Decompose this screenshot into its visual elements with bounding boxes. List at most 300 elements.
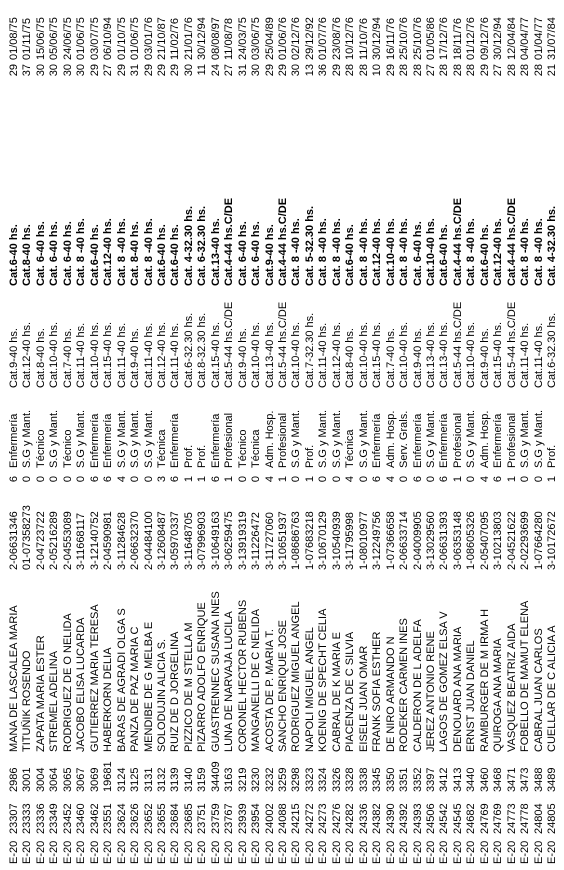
cell-employee-name: STREMEL ADELINA xyxy=(48,650,61,752)
cell-document-number: 3-11648705 xyxy=(182,512,195,570)
cell-code: E-20 xyxy=(357,840,370,864)
cell-new-category: Cat. 8-40 hs. xyxy=(129,221,142,286)
cell-type-code: 6 xyxy=(209,475,222,483)
cell-legajo: 23685 xyxy=(182,803,195,834)
cell-employee-name: GUTIERREZ MARIA TERESA xyxy=(88,604,101,752)
cell-new-category: Cat. 8 -40 hs. xyxy=(465,218,478,286)
cell-date: 03/01/76 xyxy=(142,17,155,60)
cell-document-number: 2-04009905 xyxy=(411,511,424,570)
cell-employee-name: ZAPATA MARIA ESTER xyxy=(34,635,47,752)
cell-type-code: 0 xyxy=(519,475,532,483)
cell-date: 01/11/75 xyxy=(21,17,34,60)
cell-seniority: 28 xyxy=(465,64,478,77)
cell-code: E-20 xyxy=(115,840,128,864)
cell-current-category: Cat.6-32.30 hs. xyxy=(182,312,195,388)
cell-new-category: Cat.13-40 hs. xyxy=(209,218,222,286)
cell-seniority: 21 xyxy=(546,64,558,77)
cell-date: 01/06/75 xyxy=(129,17,142,60)
cell-date: 09/12/76 xyxy=(478,17,491,60)
cell-current-category: Cat.9-40 hs. xyxy=(411,328,424,388)
cell-number: 3397 xyxy=(424,767,437,792)
cell-type-code: 0 xyxy=(250,475,263,483)
cell-new-category: Cat. 6-40 hs. xyxy=(48,221,61,286)
cell-date: 21/01/76 xyxy=(182,17,195,60)
cell-type-code: 1 xyxy=(182,475,195,483)
cell-date: 23/08/76 xyxy=(330,17,343,60)
cell-seniority: 30 xyxy=(75,64,88,77)
cell-code: E-20 xyxy=(102,840,115,864)
cell-code: E-20 xyxy=(250,840,263,864)
cell-current-category: Cat.11-40 hs. xyxy=(142,322,155,388)
cell-document-number: 2-04484100 xyxy=(142,511,155,570)
cell-area: Prof. xyxy=(303,444,316,468)
cell-area: Profesional xyxy=(277,412,289,468)
cell-number: 3468 xyxy=(492,767,505,792)
cell-document-number: 2-04553089 xyxy=(61,511,74,570)
cell-number: 3338 xyxy=(357,767,370,792)
cell-new-category: Cat. 6-40 hs. xyxy=(250,221,263,286)
cell-legajo: 23307 xyxy=(8,803,20,834)
cell-number: 3351 xyxy=(398,767,411,792)
cell-date: 01/06/75 xyxy=(75,17,88,60)
cell-area: S.G y Mant. xyxy=(115,409,128,468)
cell-area: Prof. xyxy=(196,444,209,468)
cell-code: E-20 xyxy=(290,840,303,864)
cell-seniority: 27 xyxy=(424,64,437,77)
cell-number: 3298 xyxy=(290,767,303,792)
cell-seniority: 31 xyxy=(236,64,249,77)
cell-document-number: 1-08686763 xyxy=(290,511,303,570)
cell-current-category: Cat.8-40 hs. xyxy=(34,328,47,388)
cell-code: E-20 xyxy=(209,840,222,864)
cell-number: 3159 xyxy=(196,767,209,792)
cell-code: E-20 xyxy=(61,840,74,864)
cell-document-number: 3-10670129 xyxy=(317,511,330,570)
cell-seniority: 29 xyxy=(155,64,168,77)
cell-code: E-20 xyxy=(88,840,101,864)
cell-current-category: Cat.5-44 hs.C/DE xyxy=(451,301,464,388)
cell-current-category: Cat.10-40 hs. xyxy=(250,321,263,388)
cell-current-category: Cat.15-40 hs. xyxy=(209,321,222,388)
cell-date: 01/06/76 xyxy=(277,17,289,60)
cell-current-category: Cat.7-40 hs. xyxy=(61,328,74,388)
cell-seniority: 28 xyxy=(357,64,370,77)
cell-new-category: Cat.4-44 hs.C/DE xyxy=(223,197,236,286)
cell-legajo: 23551 xyxy=(102,803,115,834)
cell-type-code: 4 xyxy=(384,475,397,483)
cell-type-code: 0 xyxy=(129,475,142,483)
cell-type-code: 6 xyxy=(88,475,101,483)
cell-legajo: 23460 xyxy=(75,803,88,834)
cell-new-category: Cat.12-40 hs. xyxy=(371,218,384,286)
cell-type-code: 4 xyxy=(263,475,276,483)
cell-legajo: 24805 xyxy=(546,803,558,834)
cell-current-category: Cat.15-40 hs. xyxy=(102,321,115,388)
cell-area: Enfermería xyxy=(371,413,384,468)
cell-area: Enfermería xyxy=(169,413,182,468)
cell-legajo: 23336 xyxy=(34,803,47,834)
cell-area: Técnica xyxy=(155,429,168,468)
cell-seniority: 29 xyxy=(169,64,182,77)
cell-area: Enfermería xyxy=(492,413,505,468)
cell-document-number: 3-06353148 xyxy=(451,511,464,570)
cell-current-category: Cat.10-40 hs. xyxy=(48,321,61,388)
cell-new-category: Cat. 6-40 hs. xyxy=(411,221,424,286)
cell-code: E-20 xyxy=(384,840,397,864)
cell-number: 34409 xyxy=(209,761,222,792)
cell-employee-name: ERNST JUAN DANIEL xyxy=(465,640,478,752)
cell-document-number: 3-10213803 xyxy=(492,511,505,570)
cell-area: Enfermería xyxy=(438,413,451,468)
cell-area: S.G y Mant. xyxy=(75,409,88,468)
cell-current-category: Cat.15-40 hs. xyxy=(492,321,505,388)
cell-document-number: 3-11668117 xyxy=(75,512,88,570)
cell-code: E-20 xyxy=(317,840,330,864)
cell-date: 15/06/75 xyxy=(34,17,47,60)
cell-employee-name: PIZARRO ADOLFO ENRIQUE xyxy=(196,602,209,752)
cell-date: 08/08/97 xyxy=(209,17,222,60)
cell-number: 3350 xyxy=(384,767,397,792)
cell-employee-name: VASQUEZ BEATRIZ AIDA xyxy=(505,623,518,752)
cell-current-category: Cat.9-40 hs. xyxy=(478,328,491,388)
cell-date: 04/04/77 xyxy=(519,17,532,60)
cell-legajo: 24773 xyxy=(505,803,518,834)
cell-number: 3001 xyxy=(21,767,34,792)
cell-new-category: Cat.10-40 hs. xyxy=(384,218,397,286)
cell-code: E-20 xyxy=(8,840,20,864)
cell-date: 17/12/76 xyxy=(438,17,451,60)
cell-current-category: Cat.11-40 hs. xyxy=(169,322,182,388)
cell-legajo: 23349 xyxy=(48,803,61,834)
cell-new-category: Cat.8-40 hs. xyxy=(21,224,34,286)
cell-area: Enfermería xyxy=(102,413,115,468)
cell-employee-name: CUELLAR DE C ALICIA A xyxy=(546,625,558,752)
cell-new-category: Cat.6-40 hs. xyxy=(169,224,182,286)
cell-type-code: 0 xyxy=(236,475,249,483)
cell-current-category: Cat.11-40 hs. xyxy=(115,322,128,388)
cell-area: S.G y Mant. xyxy=(465,409,478,468)
cell-new-category: Cat. 8 -40 hs. xyxy=(142,218,155,286)
cell-employee-name: EISELE JUAN OMAR xyxy=(357,645,370,752)
cell-current-category: Cat.7-32.30 hs. xyxy=(303,312,316,388)
cell-date: 16/11/76 xyxy=(384,17,397,60)
cell-code: E-20 xyxy=(236,840,249,864)
cell-number: 3065 xyxy=(61,767,74,792)
cell-code: E-20 xyxy=(142,840,155,864)
cell-document-number: 2-05407095 xyxy=(478,511,491,570)
cell-area: Adm. Hosp. xyxy=(263,410,276,468)
cell-new-category: Cat. 8 -40 hs. xyxy=(532,218,545,286)
cell-type-code: 0 xyxy=(317,475,330,483)
cell-new-category: Cat.4-44 hs.C/DE xyxy=(277,197,289,286)
cell-date: 01/08/75 xyxy=(8,17,20,60)
cell-area: Profesional xyxy=(505,412,518,468)
cell-area: Técnico xyxy=(34,429,47,468)
cell-new-category: Cat. 6-40 hs. xyxy=(236,221,249,286)
cell-current-category: Cat.12-40 hs. xyxy=(21,321,34,388)
cell-number: 3488 xyxy=(532,767,545,792)
cell-seniority: 28 xyxy=(411,64,424,77)
cell-employee-name: TITUÑIK ROSENDO xyxy=(21,650,34,752)
cell-date: 12/04/84 xyxy=(505,17,518,60)
cell-area: S.G y Mant. xyxy=(424,409,437,468)
cell-new-category: Cat.6-40 hs. xyxy=(8,224,20,286)
cell-seniority: 27 xyxy=(492,64,505,77)
cell-legajo: 24215 xyxy=(290,803,303,834)
cell-legajo: 24804 xyxy=(532,803,545,834)
cell-type-code: 1 xyxy=(223,475,236,483)
cell-employee-name: BARAS DE AGRADI OLGA S xyxy=(115,608,128,752)
cell-number: 3489 xyxy=(546,767,558,792)
cell-employee-name: FRANK SOFIA ESTHER xyxy=(371,631,384,752)
cell-date: 25/10/76 xyxy=(398,17,411,60)
cell-legajo: 23452 xyxy=(61,803,74,834)
cell-document-number: 3-10540939 xyxy=(330,511,343,570)
cell-area: Enfermería xyxy=(8,413,20,468)
cell-date: 30/12/94 xyxy=(371,17,384,60)
cell-seniority: 31 xyxy=(129,64,142,77)
cell-document-number: 1-08010977 xyxy=(357,511,370,570)
cell-document-number: 3-11284628 xyxy=(115,512,128,570)
cell-type-code: 6 xyxy=(102,475,115,483)
cell-code: E-20 xyxy=(155,840,168,864)
cell-number: 3345 xyxy=(371,767,384,792)
cell-employee-name: RODRIGUEZ DE O NELIDA xyxy=(61,613,74,752)
cell-current-category: Cat.9-40 hs. xyxy=(236,328,249,388)
cell-legajo: 24682 xyxy=(465,803,478,834)
cell-employee-name: RODEKER CARMEN INES xyxy=(398,618,411,752)
cell-document-number: 3-10172672 xyxy=(546,511,558,570)
cell-area: Serv. Grals. xyxy=(398,410,411,468)
cell-number: 3471 xyxy=(505,767,518,792)
cell-current-category: Cat.6-32.30 hs. xyxy=(546,312,558,388)
cell-legajo: 23652 xyxy=(142,803,155,834)
cell-number: 3412 xyxy=(438,767,451,792)
cell-legajo: 23626 xyxy=(129,803,142,834)
cell-date: 03/07/75 xyxy=(88,17,101,60)
cell-document-number: 3-10651937 xyxy=(277,511,289,570)
cell-date: 25/10/76 xyxy=(411,17,424,60)
cell-legajo: 24393 xyxy=(411,803,424,834)
cell-employee-name: RUIZ DE D JORGELINA xyxy=(169,631,182,752)
cell-area: Técnica xyxy=(344,429,357,468)
cell-type-code: 0 xyxy=(398,475,411,483)
cell-seniority: 11 xyxy=(196,64,209,76)
cell-type-code: 6 xyxy=(169,475,182,483)
cell-current-category: Cat.10-40 hs. xyxy=(398,321,411,388)
cell-legajo: 24778 xyxy=(519,803,532,834)
cell-new-category: Cat.6-40 hs. xyxy=(344,224,357,286)
cell-date: 30/12/94 xyxy=(492,17,505,60)
cell-employee-name: SANCHO ENRIQUE JOSE xyxy=(277,619,289,752)
cell-code: E-20 xyxy=(532,840,545,864)
cell-seniority: 28 xyxy=(398,64,411,77)
cell-area: S.G y Mant. xyxy=(532,409,545,468)
cell-code: E-20 xyxy=(424,840,437,864)
cell-seniority: 30 xyxy=(48,64,61,77)
cell-date: 11/10/76 xyxy=(357,17,370,60)
cell-area: S.G y Mant. xyxy=(142,409,155,468)
cell-employee-name: MANA DE LASCALEA MARIA xyxy=(8,605,20,752)
cell-legajo: 24545 xyxy=(451,803,464,834)
cell-legajo: 23767 xyxy=(223,803,236,834)
cell-number: 2986 xyxy=(8,767,20,792)
cell-employee-name: MENDIBE DE G MELBA E xyxy=(142,621,155,752)
cell-legajo: 24273 xyxy=(317,803,330,834)
cell-type-code: 1 xyxy=(451,475,464,483)
cell-number: 3324 xyxy=(317,767,330,792)
cell-date: 31/07/84 xyxy=(546,17,558,60)
cell-new-category: Cat.4-44 hs.C/DE xyxy=(451,197,464,286)
cell-number: 3139 xyxy=(169,767,182,792)
cell-current-category: Cat.5-44 hs.C/DE xyxy=(505,301,518,388)
cell-code: E-20 xyxy=(546,840,558,864)
cell-area: S.G y Mant. xyxy=(129,409,142,468)
cell-employee-name: RAMBURGER DE M IRMA H xyxy=(478,608,491,752)
cell-type-code: 3 xyxy=(155,475,168,483)
cell-employee-name: HABERKORN DELIA xyxy=(102,647,115,752)
cell-date: 01/12/76 xyxy=(465,17,478,60)
cell-number: 3473 xyxy=(519,767,532,792)
cell-type-code: 1 xyxy=(546,475,558,483)
cell-code: E-20 xyxy=(223,840,236,864)
cell-code: E-20 xyxy=(182,840,195,864)
cell-number: 3413 xyxy=(451,767,464,792)
cell-employee-name: JACOBO ELISA LUCARDA xyxy=(75,617,88,752)
cell-seniority: 29 xyxy=(88,64,101,77)
cell-seniority: 29 xyxy=(277,64,289,77)
cell-area: S.G y Mant. xyxy=(21,409,34,468)
cell-current-category: Cat.13-40 hs. xyxy=(424,321,437,388)
cell-code: E-20 xyxy=(411,840,424,864)
cell-seniority: 27 xyxy=(223,64,236,77)
cell-legajo: 24002 xyxy=(263,803,276,834)
cell-seniority: 29 xyxy=(8,64,20,77)
cell-code: E-20 xyxy=(371,840,384,864)
cell-type-code: 1 xyxy=(277,475,289,483)
cell-date: 24/06/75 xyxy=(61,17,74,60)
cell-current-category: Cat.13-40 hs. xyxy=(263,321,276,388)
cell-date: 18/11/76 xyxy=(451,17,464,60)
cell-number: 3069 xyxy=(88,767,101,792)
cell-number: 3352 xyxy=(411,767,424,792)
cell-document-number: 2-06631346 xyxy=(8,511,20,570)
cell-legajo: 24272 xyxy=(303,803,316,834)
cell-legajo: 24382 xyxy=(371,803,384,834)
cell-employee-name: CALDERON DE L ADELFA xyxy=(411,619,424,752)
cell-seniority: 10 xyxy=(371,64,384,77)
cell-code: E-20 xyxy=(48,840,61,864)
cell-legajo: 23684 xyxy=(169,803,182,834)
cell-date: 02/12/76 xyxy=(290,17,303,60)
cell-area: Técnico xyxy=(236,429,249,468)
cell-new-category: Cat. 8 -40 hs. xyxy=(317,218,330,286)
cell-seniority: 29 xyxy=(263,64,276,77)
cell-legajo: 23624 xyxy=(115,803,128,834)
cell-date: 06/10/94 xyxy=(102,17,115,60)
cell-seniority: 24 xyxy=(209,64,222,77)
cell-area: S.G y Mant. xyxy=(330,409,343,468)
cell-new-category: Cat.6-40 hs. xyxy=(478,224,491,286)
cell-code: E-20 xyxy=(465,840,478,864)
cell-employee-name: SOLODUJIN ALICIA S. xyxy=(155,638,168,752)
cell-new-category: Cat. 8 -40 hs. xyxy=(398,218,411,286)
cell-legajo: 23462 xyxy=(88,803,101,834)
cell-type-code: 0 xyxy=(142,475,155,483)
cell-document-number: 2-06633714 xyxy=(398,511,411,570)
cell-type-code: 1 xyxy=(505,475,518,483)
cell-code: E-20 xyxy=(303,840,316,864)
cell-area: Enfermería xyxy=(411,413,424,468)
cell-code: E-20 xyxy=(277,840,289,864)
cell-document-number: 3-12608487 xyxy=(155,511,168,570)
cell-code: E-20 xyxy=(505,840,518,864)
cell-code: E-20 xyxy=(344,840,357,864)
cell-document-number: 2-04521622 xyxy=(505,511,518,570)
cell-area: Profesional xyxy=(451,412,464,468)
cell-legajo: 23939 xyxy=(236,803,249,834)
cell-seniority: 29 xyxy=(478,64,491,77)
cell-date: 01/04/77 xyxy=(532,17,545,60)
cell-code: E-20 xyxy=(263,840,276,864)
cell-current-category: Cat.8-40 hs. xyxy=(344,328,357,388)
cell-document-number: 3-13029560 xyxy=(424,511,437,570)
cell-seniority: 28 xyxy=(505,64,518,77)
cell-new-category: Cat.12-40 hs. xyxy=(102,218,115,286)
cell-date: 01/10/75 xyxy=(115,17,128,60)
cell-date: 21/10/87 xyxy=(155,17,168,60)
cell-legajo: 24769 xyxy=(478,803,491,834)
cell-document-number: 3-10649163 xyxy=(209,511,222,570)
cell-type-code: 0 xyxy=(465,475,478,483)
cell-document-number: 01-07358273 xyxy=(21,505,34,570)
cell-seniority: 29 xyxy=(384,64,397,77)
cell-current-category: Cat.5-44 hs.C/DE xyxy=(223,301,236,388)
cell-employee-name: LAGOS DE GOMEZ ELSA V xyxy=(438,611,451,752)
cell-legajo: 23759 xyxy=(209,803,222,834)
cell-number: 3323 xyxy=(303,767,316,792)
cell-number: 3163 xyxy=(223,767,236,792)
cell-current-category: Cat.11-40 hs. xyxy=(317,322,330,388)
cell-date: 30/12/94 xyxy=(196,17,209,60)
cell-number: 3125 xyxy=(129,767,142,792)
cell-legajo: 24769 xyxy=(492,803,505,834)
cell-document-number: 3-12249756 xyxy=(371,511,384,570)
cell-document-number: 1-07366658 xyxy=(384,511,397,570)
cell-document-number: 2-02293699 xyxy=(519,511,532,570)
cell-number: 3140 xyxy=(182,767,195,792)
cell-date: 24/03/75 xyxy=(236,17,249,60)
cell-current-category: Cat.7-40 hs. xyxy=(384,328,397,388)
cell-employee-name: GUASTRENNEC SUSANA INES xyxy=(209,591,222,752)
cell-date: 01/07/76 xyxy=(317,17,330,60)
cell-new-category: Cat. 5-32.30 hs. xyxy=(303,205,316,286)
cell-area: Profesional xyxy=(223,412,236,468)
cell-type-code: 1 xyxy=(196,475,209,483)
cell-document-number: 1-07683218 xyxy=(303,511,316,570)
cell-number: 3004 xyxy=(34,767,47,792)
cell-type-code: 6 xyxy=(492,475,505,483)
cell-current-category: Cat.8-32.30 hs. xyxy=(196,312,209,388)
cell-legajo: 24276 xyxy=(330,803,343,834)
cell-seniority: 36 xyxy=(317,64,330,77)
cell-code: E-20 xyxy=(438,840,451,864)
cell-number: 3219 xyxy=(236,767,249,792)
cell-number: 3259 xyxy=(277,767,289,792)
cell-employee-name: NAPOLI MIGUEL ANGEL xyxy=(303,627,316,752)
cell-type-code: 6 xyxy=(371,475,384,483)
cell-employee-name: KOENIG DE SPECHT CELIA xyxy=(317,608,330,752)
